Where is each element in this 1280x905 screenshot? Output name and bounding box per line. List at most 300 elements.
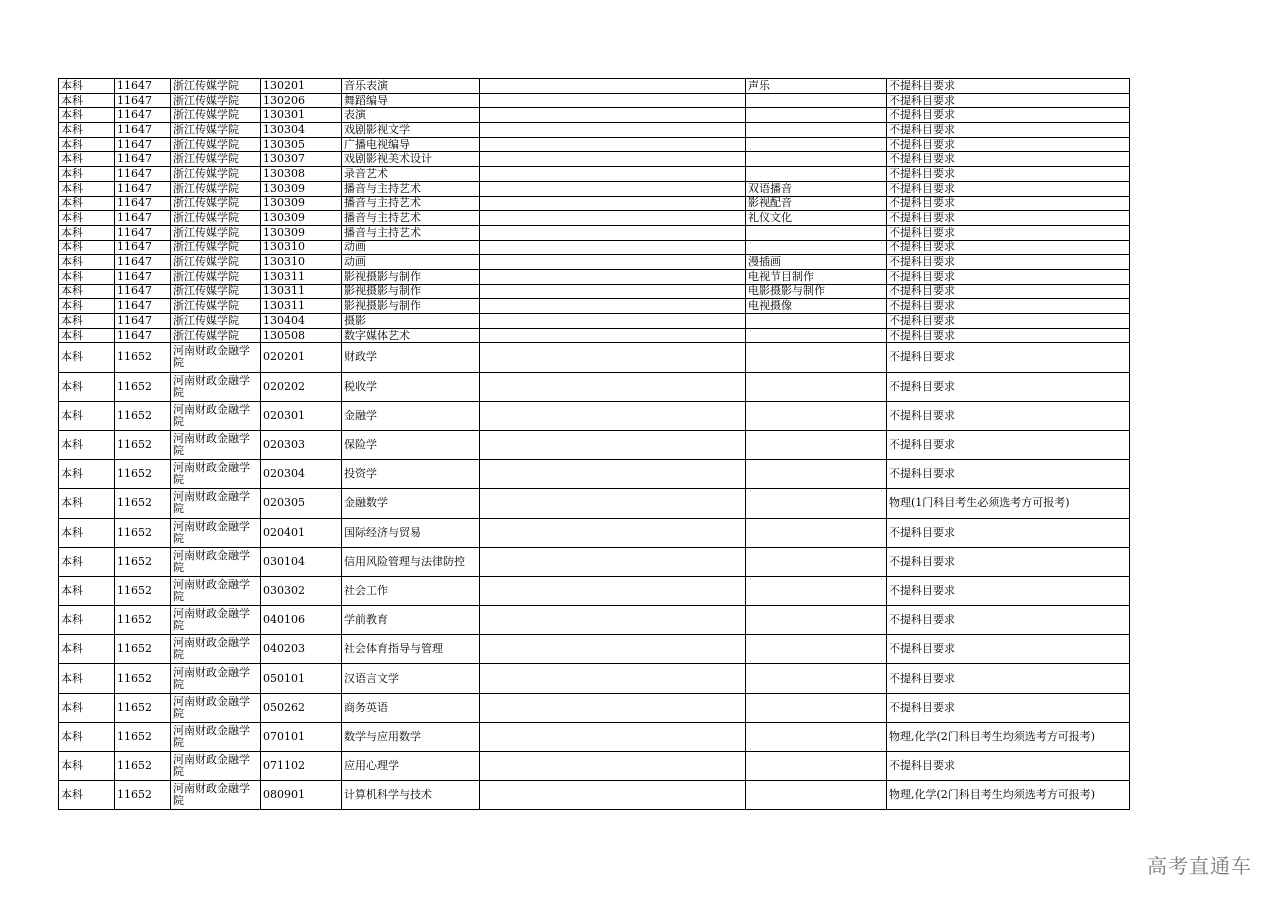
subject-requirement-text: 不提科目要求: [889, 700, 955, 714]
school-code-cell: [115, 284, 171, 299]
school-code-text: 11647: [117, 240, 152, 254]
school-code-cell: [115, 664, 171, 693]
level-text: 本科: [61, 467, 83, 481]
school-code-text: 11652: [117, 788, 152, 802]
school-name-cell: [171, 240, 261, 255]
table-row: [59, 108, 1130, 123]
major-code-text: 130310: [263, 255, 305, 269]
school-name-cell: [171, 108, 261, 123]
level-text: 本科: [61, 525, 83, 539]
subject-requirement-cell: [887, 430, 1130, 459]
subject-requirement-cell: [887, 79, 1130, 94]
level-text: 本科: [61, 211, 83, 225]
major-code-cell: [261, 430, 342, 459]
subject-requirement-text: 不提科目要求: [889, 379, 955, 393]
subject-requirement-cell: [887, 137, 1130, 152]
level-cell: [59, 343, 115, 372]
direction-text: 双语播音: [748, 181, 792, 195]
level-cell: [59, 137, 115, 152]
school-name-cell: [171, 722, 261, 751]
school-name-cell: [171, 781, 261, 810]
direction-text: 漫插画: [748, 255, 781, 269]
school-code-text: 11647: [117, 181, 152, 195]
major-name-cell: [342, 547, 480, 576]
school-name-cell: [171, 284, 261, 299]
school-code-cell: [115, 255, 171, 270]
direction-text: 影视配音: [748, 196, 792, 210]
major-code-text: 030104: [263, 554, 305, 568]
school-name-text: 河南财政金融学院: [173, 636, 250, 662]
major-code-cell: [261, 225, 342, 240]
major-code-cell: [261, 401, 342, 430]
level-text: 本科: [61, 313, 83, 327]
school-name-text: 浙江传媒学院: [173, 93, 239, 107]
subject-requirement-cell: [887, 255, 1130, 270]
subject-requirement-text: 不提科目要求: [889, 269, 955, 283]
table-row: [59, 284, 1130, 299]
school-code-text: 11647: [117, 137, 152, 151]
note-cell: [480, 225, 746, 240]
direction-cell: [746, 664, 887, 693]
major-name-text: 播音与主持艺术: [344, 211, 421, 225]
major-code-text: 050262: [263, 700, 305, 714]
major-code-cell: [261, 635, 342, 664]
major-code-text: 130308: [263, 166, 305, 180]
direction-cell: [746, 781, 887, 810]
major-name-text: 戏剧影视美术设计: [344, 152, 432, 166]
school-name-text: 浙江传媒学院: [173, 166, 239, 180]
subject-requirement-cell: [887, 547, 1130, 576]
major-code-cell: [261, 752, 342, 781]
school-code-text: 11647: [117, 78, 152, 92]
school-name-text: 河南财政金融学院: [173, 519, 250, 545]
school-name-cell: [171, 211, 261, 226]
major-name-cell: [342, 152, 480, 167]
school-code-cell: [115, 518, 171, 547]
subject-requirement-cell: [887, 196, 1130, 211]
subject-requirement-cell: [887, 489, 1130, 518]
level-cell: [59, 240, 115, 255]
table-row: [59, 196, 1130, 211]
subject-requirement-text: 不提科目要求: [889, 166, 955, 180]
direction-cell: [746, 722, 887, 751]
school-code-cell: [115, 181, 171, 196]
direction-cell: [746, 314, 887, 329]
major-code-cell: [261, 93, 342, 108]
school-name-text: 河南财政金融学院: [173, 373, 250, 399]
major-name-cell: [342, 752, 480, 781]
direction-cell: [746, 152, 887, 167]
school-code-text: 11652: [117, 554, 152, 568]
major-name-text: 影视摄影与制作: [344, 284, 421, 298]
level-text: 本科: [61, 152, 83, 166]
school-code-cell: [115, 240, 171, 255]
major-code-cell: [261, 269, 342, 284]
major-code-text: 020305: [263, 496, 305, 510]
school-code-text: 11647: [117, 166, 152, 180]
school-name-text: 河南财政金融学院: [173, 694, 250, 720]
school-code-cell: [115, 722, 171, 751]
major-code-text: 020202: [263, 379, 305, 393]
subject-requirement-cell: [887, 152, 1130, 167]
subject-requirement-cell: [887, 752, 1130, 781]
table-row: [59, 299, 1130, 314]
major-code-text: 130309: [263, 211, 305, 225]
level-cell: [59, 606, 115, 635]
major-code-text: 020303: [263, 438, 305, 452]
note-cell: [480, 196, 746, 211]
major-name-text: 信用风险管理与法律防控: [344, 554, 465, 568]
level-cell: [59, 79, 115, 94]
school-code-cell: [115, 372, 171, 401]
school-name-cell: [171, 489, 261, 518]
major-name-cell: [342, 255, 480, 270]
major-name-cell: [342, 693, 480, 722]
table-row: [59, 547, 1130, 576]
major-name-text: 动画: [344, 240, 366, 254]
level-cell: [59, 547, 115, 576]
table-row: [59, 664, 1130, 693]
major-name-text: 数字媒体艺术: [344, 328, 410, 342]
school-code-text: 11652: [117, 759, 152, 773]
table-row: [59, 489, 1130, 518]
direction-cell: [746, 108, 887, 123]
school-name-cell: [171, 79, 261, 94]
level-text: 本科: [61, 284, 83, 298]
major-code-text: 130311: [263, 284, 305, 298]
table-row: [59, 401, 1130, 430]
major-name-text: 税收学: [344, 379, 377, 393]
major-code-cell: [261, 314, 342, 329]
major-name-cell: [342, 722, 480, 751]
school-code-cell: [115, 460, 171, 489]
subject-requirement-cell: [887, 635, 1130, 664]
major-name-text: 数学与应用数学: [344, 729, 421, 743]
note-cell: [480, 460, 746, 489]
subject-requirement-cell: [887, 299, 1130, 314]
level-cell: [59, 196, 115, 211]
subject-requirement-cell: [887, 328, 1130, 343]
school-code-text: 11647: [117, 299, 152, 313]
school-name-cell: [171, 167, 261, 182]
school-code-text: 11652: [117, 379, 152, 393]
major-code-text: 130311: [263, 269, 305, 283]
level-text: 本科: [61, 93, 83, 107]
level-cell: [59, 328, 115, 343]
direction-cell: [746, 240, 887, 255]
school-code-cell: [115, 328, 171, 343]
subject-requirement-text: 不提科目要求: [889, 313, 955, 327]
subject-requirement-text: 不提科目要求: [889, 152, 955, 166]
subject-requirement-text: 不提科目要求: [889, 122, 955, 136]
note-cell: [480, 693, 746, 722]
major-name-text: 金融数学: [344, 496, 388, 510]
major-name-text: 商务英语: [344, 700, 388, 714]
direction-cell: [746, 299, 887, 314]
major-code-text: 030302: [263, 583, 305, 597]
level-text: 本科: [61, 328, 83, 342]
note-cell: [480, 781, 746, 810]
school-code-cell: [115, 606, 171, 635]
school-code-cell: [115, 401, 171, 430]
school-code-cell: [115, 196, 171, 211]
school-code-cell: [115, 547, 171, 576]
school-code-text: 11652: [117, 350, 152, 364]
major-name-cell: [342, 225, 480, 240]
major-name-text: 播音与主持艺术: [344, 181, 421, 195]
major-code-cell: [261, 299, 342, 314]
watermark: 高考直通车: [1147, 854, 1252, 878]
school-code-text: 11652: [117, 467, 152, 481]
major-code-cell: [261, 664, 342, 693]
table-row: [59, 576, 1130, 605]
note-cell: [480, 181, 746, 196]
major-name-text: 金融学: [344, 408, 377, 422]
level-text: 本科: [61, 554, 83, 568]
level-text: 本科: [61, 613, 83, 627]
subject-requirement-cell: [887, 460, 1130, 489]
school-code-text: 11647: [117, 108, 152, 122]
level-text: 本科: [61, 496, 83, 510]
school-code-text: 11647: [117, 211, 152, 225]
major-code-cell: [261, 489, 342, 518]
level-cell: [59, 460, 115, 489]
level-text: 本科: [61, 137, 83, 151]
school-code-text: 11652: [117, 671, 152, 685]
major-name-text: 影视摄影与制作: [344, 269, 421, 283]
note-cell: [480, 240, 746, 255]
major-name-cell: [342, 299, 480, 314]
school-name-text: 河南财政金融学院: [173, 607, 250, 633]
major-code-cell: [261, 108, 342, 123]
subject-requirement-text: 不提科目要求: [889, 78, 955, 92]
major-name-text: 音乐表演: [344, 78, 388, 92]
table-row: [59, 269, 1130, 284]
note-cell: [480, 752, 746, 781]
level-cell: [59, 401, 115, 430]
major-code-cell: [261, 606, 342, 635]
note-cell: [480, 79, 746, 94]
major-name-text: 社会体育指导与管理: [344, 642, 443, 656]
major-name-cell: [342, 430, 480, 459]
note-cell: [480, 576, 746, 605]
school-code-text: 11647: [117, 152, 152, 166]
level-cell: [59, 372, 115, 401]
subject-requirement-text: 不提科目要求: [889, 328, 955, 342]
direction-cell: [746, 372, 887, 401]
major-name-text: 表演: [344, 108, 366, 122]
level-cell: [59, 781, 115, 810]
table-row: [59, 79, 1130, 94]
major-name-text: 汉语言文学: [344, 671, 399, 685]
direction-cell: [746, 518, 887, 547]
major-code-text: 130309: [263, 196, 305, 210]
note-cell: [480, 284, 746, 299]
major-name-cell: [342, 123, 480, 138]
school-name-cell: [171, 255, 261, 270]
subject-requirement-text: 不提科目要求: [889, 671, 955, 685]
level-text: 本科: [61, 240, 83, 254]
level-cell: [59, 225, 115, 240]
school-name-text: 浙江传媒学院: [173, 211, 239, 225]
subject-requirement-text: 不提科目要求: [889, 613, 955, 627]
direction-cell: [746, 269, 887, 284]
subject-requirement-cell: [887, 240, 1130, 255]
school-name-text: 浙江传媒学院: [173, 299, 239, 313]
direction-cell: [746, 284, 887, 299]
direction-cell: [746, 460, 887, 489]
major-name-cell: [342, 137, 480, 152]
subject-requirement-cell: [887, 518, 1130, 547]
school-name-text: 河南财政金融学院: [173, 344, 250, 370]
school-name-text: 浙江传媒学院: [173, 108, 239, 122]
major-name-text: 摄影: [344, 313, 366, 327]
note-cell: [480, 722, 746, 751]
admission-table: [58, 78, 1130, 810]
school-name-cell: [171, 299, 261, 314]
major-name-text: 舞蹈编导: [344, 93, 388, 107]
table-row: [59, 460, 1130, 489]
school-name-cell: [171, 328, 261, 343]
school-name-cell: [171, 606, 261, 635]
subject-requirement-cell: [887, 225, 1130, 240]
school-code-cell: [115, 343, 171, 372]
level-cell: [59, 255, 115, 270]
table-row: [59, 255, 1130, 270]
major-code-cell: [261, 123, 342, 138]
subject-requirement-text: 不提科目要求: [889, 93, 955, 107]
subject-requirement-cell: [887, 781, 1130, 810]
table-row: [59, 430, 1130, 459]
school-name-text: 浙江传媒学院: [173, 152, 239, 166]
school-name-text: 河南财政金融学院: [173, 402, 250, 428]
table-row: [59, 752, 1130, 781]
level-text: 本科: [61, 269, 83, 283]
school-name-cell: [171, 93, 261, 108]
school-code-cell: [115, 167, 171, 182]
school-name-cell: [171, 225, 261, 240]
note-cell: [480, 93, 746, 108]
direction-cell: [746, 167, 887, 182]
subject-requirement-text: 不提科目要求: [889, 554, 955, 568]
major-code-cell: [261, 240, 342, 255]
level-cell: [59, 430, 115, 459]
school-code-text: 11647: [117, 93, 152, 107]
level-text: 本科: [61, 379, 83, 393]
major-name-text: 学前教育: [344, 613, 388, 627]
subject-requirement-text: 不提科目要求: [889, 299, 955, 313]
major-name-text: 播音与主持艺术: [344, 196, 421, 210]
major-code-cell: [261, 343, 342, 372]
direction-cell: [746, 123, 887, 138]
school-name-cell: [171, 181, 261, 196]
major-name-cell: [342, 343, 480, 372]
school-name-text: 河南财政金融学院: [173, 782, 250, 808]
note-cell: [480, 635, 746, 664]
level-text: 本科: [61, 700, 83, 714]
subject-requirement-cell: [887, 722, 1130, 751]
level-text: 本科: [61, 108, 83, 122]
major-code-text: 020401: [263, 525, 305, 539]
direction-cell: [746, 576, 887, 605]
level-cell: [59, 752, 115, 781]
subject-requirement-text: 不提科目要求: [889, 211, 955, 225]
school-code-cell: [115, 635, 171, 664]
subject-requirement-cell: [887, 693, 1130, 722]
school-name-cell: [171, 152, 261, 167]
major-name-cell: [342, 196, 480, 211]
note-cell: [480, 430, 746, 459]
major-name-text: 社会工作: [344, 583, 388, 597]
major-code-text: 130309: [263, 225, 305, 239]
major-code-cell: [261, 211, 342, 226]
note-cell: [480, 108, 746, 123]
level-cell: [59, 284, 115, 299]
school-code-text: 11652: [117, 642, 152, 656]
level-cell: [59, 211, 115, 226]
subject-requirement-text: 不提科目要求: [889, 255, 955, 269]
subject-requirement-text: 不提科目要求: [889, 284, 955, 298]
table-row: [59, 137, 1130, 152]
major-code-cell: [261, 518, 342, 547]
school-code-text: 11647: [117, 122, 152, 136]
direction-cell: [746, 137, 887, 152]
school-code-text: 11652: [117, 729, 152, 743]
note-cell: [480, 314, 746, 329]
major-name-text: 投资学: [344, 467, 377, 481]
subject-requirement-text: 不提科目要求: [889, 196, 955, 210]
major-code-cell: [261, 328, 342, 343]
direction-cell: [746, 225, 887, 240]
table-row: [59, 606, 1130, 635]
table-row: [59, 343, 1130, 372]
major-name-cell: [342, 79, 480, 94]
direction-cell: [746, 547, 887, 576]
subject-requirement-cell: [887, 401, 1130, 430]
major-code-cell: [261, 576, 342, 605]
subject-requirement-cell: [887, 606, 1130, 635]
direction-cell: [746, 430, 887, 459]
level-cell: [59, 108, 115, 123]
note-cell: [480, 489, 746, 518]
direction-cell: [746, 401, 887, 430]
level-text: 本科: [61, 78, 83, 92]
table-row: [59, 518, 1130, 547]
subject-requirement-cell: [887, 93, 1130, 108]
level-cell: [59, 93, 115, 108]
school-name-text: 浙江传媒学院: [173, 328, 239, 342]
school-name-cell: [171, 664, 261, 693]
major-code-text: 130201: [263, 78, 305, 92]
subject-requirement-cell: [887, 167, 1130, 182]
table-row: [59, 693, 1130, 722]
major-code-cell: [261, 255, 342, 270]
school-name-text: 河南财政金融学院: [173, 723, 250, 749]
school-code-cell: [115, 93, 171, 108]
subject-requirement-text: 物理(1门科目考生必须选考方可报考): [889, 496, 1070, 510]
school-name-text: 浙江传媒学院: [173, 240, 239, 254]
level-cell: [59, 664, 115, 693]
note-cell: [480, 269, 746, 284]
major-name-text: 动画: [344, 255, 366, 269]
major-code-text: 130311: [263, 299, 305, 313]
table-row: [59, 635, 1130, 664]
major-code-cell: [261, 181, 342, 196]
school-name-cell: [171, 693, 261, 722]
level-text: 本科: [61, 583, 83, 597]
school-code-cell: [115, 781, 171, 810]
school-code-cell: [115, 314, 171, 329]
